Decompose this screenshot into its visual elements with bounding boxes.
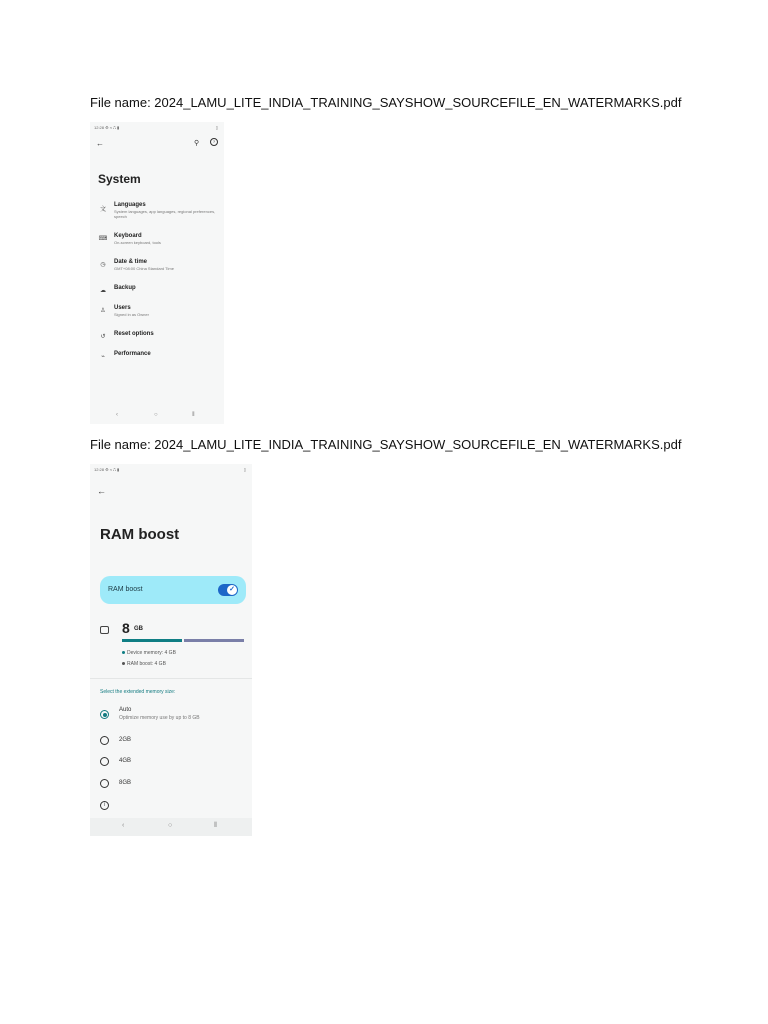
- file-name-label: File name: 2024_LAMU_LITE_INDIA_TRAINING_SAYSHOW_SOURCEFILE_EN_WATERMARKS.pdf: [90, 95, 682, 110]
- info-icon[interactable]: i: [100, 801, 109, 810]
- option-label-auto[interactable]: Auto: [119, 707, 132, 713]
- nav-back-icon[interactable]: ‹: [122, 822, 125, 829]
- radio-auto[interactable]: [100, 710, 109, 719]
- page-title: RAM boost: [100, 526, 180, 543]
- ram-boost-toggle-card[interactable]: [100, 576, 246, 604]
- battery-icon: ▯: [243, 467, 246, 472]
- cloud-icon: ☁: [100, 288, 106, 294]
- option-sub-auto: Optimize memory use by up to 8 GB: [119, 715, 200, 721]
- system-screenshot: [90, 122, 224, 424]
- status-bar: 12:28 ⚙ ≈ ⎍ ▮: [94, 467, 120, 472]
- ram-boost-switch[interactable]: [218, 584, 238, 596]
- file-name-label: File name: 2024_LAMU_LITE_INDIA_TRAINING_SAYSHOW_SOURCEFILE_EN_WATERMARKS.pdf: [90, 437, 682, 452]
- back-arrow-icon[interactable]: ←: [97, 486, 106, 496]
- nav-recents-icon[interactable]: ⫴: [214, 822, 217, 829]
- memory-unit: GB: [134, 626, 143, 632]
- nav-recents-icon[interactable]: ⫴: [192, 412, 195, 418]
- radio-4gb[interactable]: [100, 757, 109, 766]
- back-arrow-icon[interactable]: ←: [96, 139, 104, 148]
- keyboard-icon: ⌨: [98, 236, 108, 242]
- page-title: System: [98, 172, 141, 186]
- nav-home-icon[interactable]: ○: [168, 822, 173, 829]
- item-title: Date & time: [114, 259, 148, 265]
- device-memory-segment: [122, 639, 182, 642]
- performance-icon: ⌁: [101, 354, 105, 360]
- item-subtitle: GMT+08:00 China Standard Time: [114, 266, 174, 271]
- search-icon[interactable]: ⚲: [194, 140, 200, 147]
- option-label-8gb[interactable]: 8GB: [119, 780, 132, 786]
- item-subtitle: On-screen keyboard, tools: [114, 240, 161, 245]
- item-subtitle: System languages, app languages, regional preferences, speech: [114, 209, 216, 219]
- section-label: Select the extended memory size:: [100, 689, 176, 695]
- toggle-label: RAM boost: [108, 586, 143, 593]
- item-title: Performance: [114, 351, 151, 357]
- divider: [90, 678, 252, 679]
- help-icon[interactable]: ?: [210, 138, 218, 146]
- item-title: Languages: [114, 202, 146, 208]
- legend-label: RAM boost: 4 GB: [127, 661, 166, 667]
- translate-icon: 文: [99, 207, 106, 213]
- check-icon: ✓: [227, 585, 237, 595]
- ram-boost-segment: [184, 639, 244, 642]
- navigation-bar: [90, 818, 252, 836]
- item-title: Backup: [114, 285, 136, 291]
- battery-icon: ▯: [215, 125, 218, 130]
- clock-icon: ◷: [100, 262, 106, 268]
- memory-chip-icon: [100, 626, 109, 634]
- radio-8gb[interactable]: [100, 779, 109, 788]
- history-icon: ↺: [100, 334, 106, 340]
- item-title: Reset options: [114, 331, 154, 337]
- item-subtitle: Signed in as Owner: [114, 312, 149, 317]
- option-label-4gb[interactable]: 4GB: [119, 758, 132, 764]
- memory-value: 8: [122, 620, 130, 636]
- person-icon: ♙: [100, 308, 106, 314]
- option-label-2gb[interactable]: 2GB: [119, 737, 132, 743]
- legend-label: Device memory: 4 GB: [127, 650, 176, 656]
- nav-home-icon[interactable]: ○: [154, 412, 158, 418]
- ram-boost-screenshot: [90, 464, 252, 836]
- legend-ram-boost: [122, 661, 166, 667]
- item-title: Users: [114, 305, 131, 311]
- memory-usage-bar: [122, 639, 244, 642]
- item-title: Keyboard: [114, 233, 142, 239]
- navigation-bar: [90, 412, 224, 422]
- status-bar: 12:28 ⚙ ≈ ⎍ ▮: [94, 125, 120, 130]
- legend-device-memory: [122, 650, 176, 656]
- nav-back-icon[interactable]: ‹: [116, 412, 118, 418]
- radio-2gb[interactable]: [100, 736, 109, 745]
